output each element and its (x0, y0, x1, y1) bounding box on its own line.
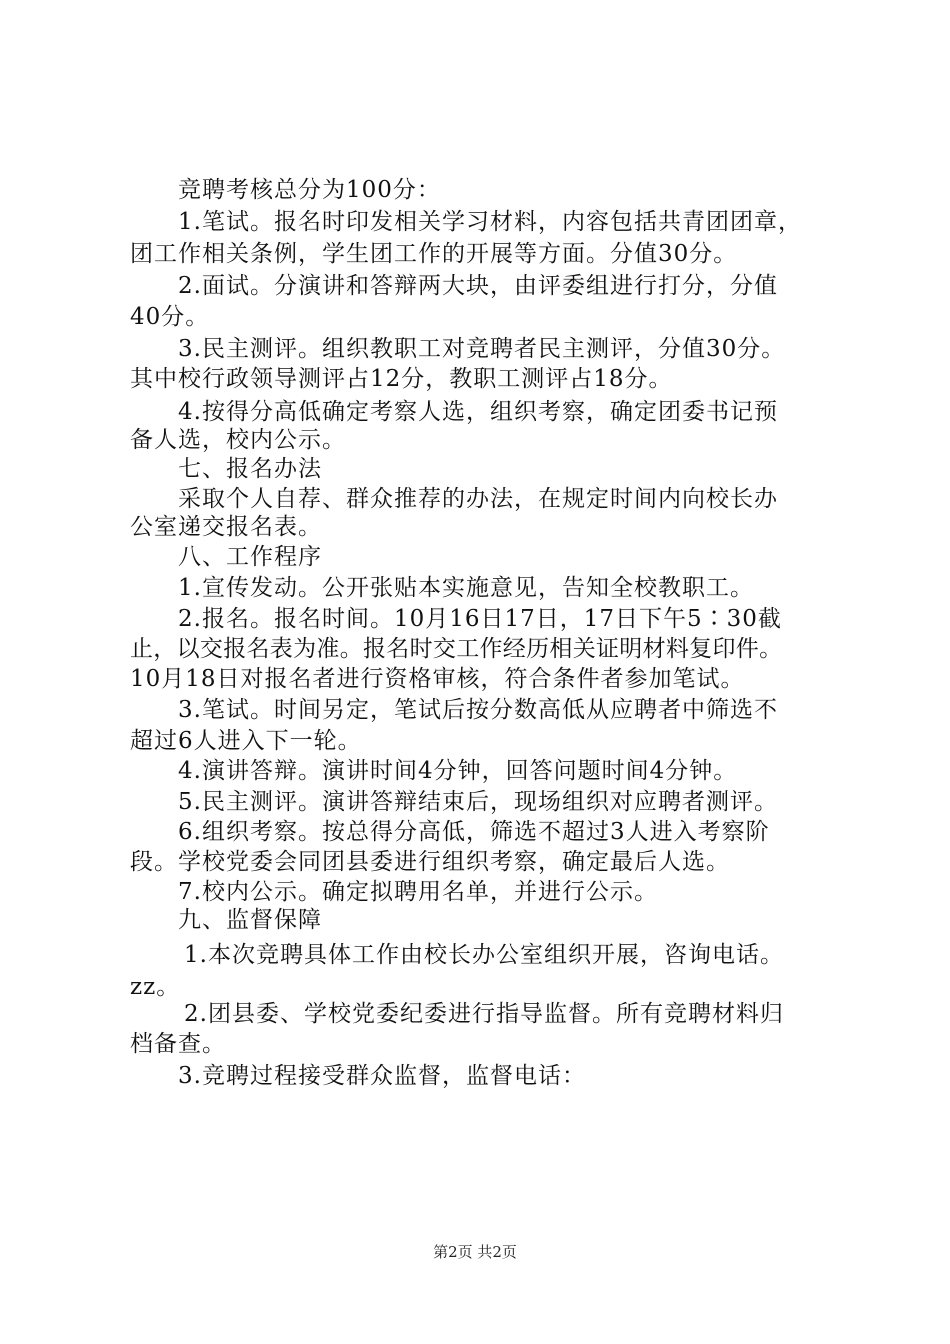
text-line: 1.宣传发动。公开张贴本实施意见，告知全校教职工。 (178, 575, 754, 601)
text-line: 采取个人自荐、群众推荐的办法，在规定时间内向校长办 (178, 486, 778, 512)
text-line: 7.校内公示。确定拟聘用名单，并进行公示。 (178, 879, 658, 905)
text-line: 公室递交报名表。 (130, 514, 322, 540)
text-line: 止，以交报名表为准。报名时交工作经历相关证明材料复印件。 (130, 636, 783, 662)
section-heading: 七、报名办法 (178, 456, 322, 482)
text-line: 4.按得分高低确定考察人选，组织考察，确定团委书记预 (178, 399, 778, 425)
text-line: 其中校行政领导测评占12分，教职工测评占18分。 (130, 366, 673, 392)
text-line: 5.民主测评。演讲答辩结束后，现场组织对应聘者测评。 (178, 789, 778, 815)
text-line: 2.报名。报名时间。10月16日17日，17日下午5∶30截 (178, 606, 782, 632)
text-line: 10月18日对报名者进行资格审核，符合条件者参加笔试。 (130, 666, 745, 692)
text-line: 3.竞聘过程接受群众监督，监督电话： (178, 1063, 586, 1089)
text-line: 超过6人进入下一轮。 (130, 728, 362, 754)
page-footer: 第2页 共2页 (433, 1243, 517, 1261)
text-line: 备人选，校内公示。 (130, 427, 346, 453)
text-line: 1.笔试。报名时印发相关学习材料，内容包括共青团团章， (178, 209, 802, 235)
text-line: 6.组织考察。按总得分高低，筛选不超过3人进入考察阶 (178, 819, 770, 845)
text-line: 3.笔试。时间另定，笔试后按分数高低从应聘者中筛选不 (178, 697, 778, 723)
text-line: zz。 (130, 974, 181, 1000)
section-heading: 九、监督保障 (178, 907, 322, 933)
section-heading: 八、工作程序 (178, 544, 322, 570)
text-line: 竞聘考核总分为100分： (178, 177, 441, 203)
text-line: 3.民主测评。组织教职工对竞聘者民主测评，分值30分。 (178, 336, 786, 362)
text-line: 段。学校党委会同团县委进行组织考察，确定最后人选。 (130, 849, 730, 875)
text-line: 2.团县委、学校党委纪委进行指导监督。所有竞聘材料归 (184, 1001, 784, 1027)
text-line: 团工作相关条例，学生团工作的开展等方面。分值30分。 (130, 241, 738, 267)
text-line: 1.本次竞聘具体工作由校长办公室组织开展，咨询电话。 (184, 942, 784, 968)
text-line: 档备查。 (130, 1031, 226, 1057)
text-line: 2.面试。分演讲和答辩两大块，由评委组进行打分，分值 (178, 273, 778, 299)
text-line: 40分。 (130, 304, 210, 330)
text-line: 4.演讲答辩。演讲时间4分钟，回答问题时间4分钟。 (178, 758, 738, 784)
